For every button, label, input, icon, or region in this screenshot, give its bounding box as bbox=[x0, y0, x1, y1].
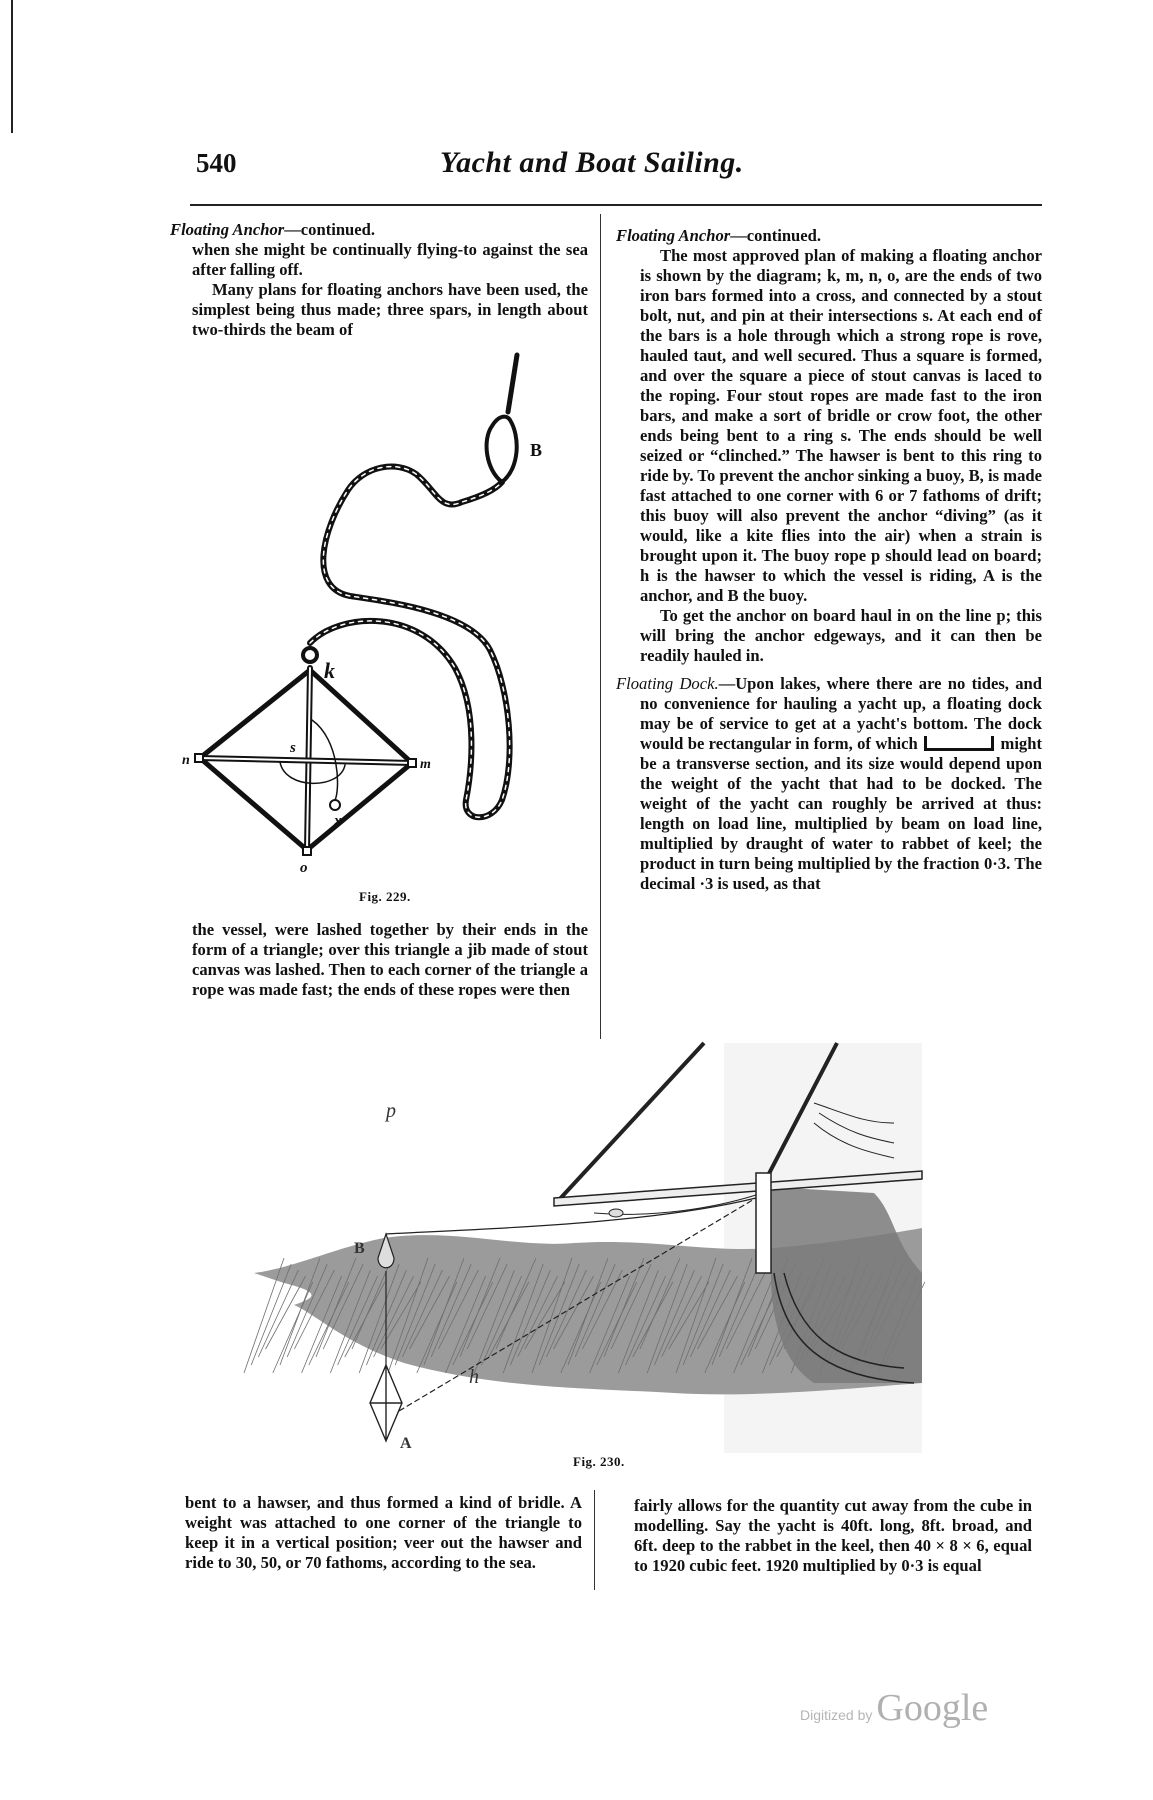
label-h: h bbox=[469, 1366, 479, 1388]
header-rule bbox=[190, 204, 1042, 206]
column-divider bbox=[600, 214, 601, 1039]
running-title: Yacht and Boat Sailing. bbox=[440, 146, 744, 179]
bottom-left-text bbox=[185, 1493, 582, 1573]
figure-230-caption: Fig. 230. bbox=[573, 1454, 625, 1469]
dock-text: —Upon lakes, where there are no tides, and no convenience for hauling a yacht up, a floating dock may be of service to get at a yacht's bottom. The dock would be rectangular in form, of which bbox=[640, 674, 1042, 753]
figure-229-caption: Fig. 229. bbox=[359, 889, 411, 904]
water-hatch-line bbox=[251, 1264, 291, 1365]
bottom-column-divider bbox=[594, 1490, 595, 1590]
heading-suffix: —continued. bbox=[284, 220, 376, 239]
floating-dock-entry bbox=[616, 674, 1042, 894]
label-s: s bbox=[290, 740, 296, 756]
section-heading bbox=[170, 220, 588, 240]
paragraph: when she might be continually flying-to against the sea after falling off. bbox=[192, 240, 588, 279]
watermark-brand-logo: Google bbox=[876, 1687, 989, 1729]
label-o: o bbox=[300, 860, 308, 876]
spar-left bbox=[557, 1043, 704, 1202]
section-heading bbox=[616, 226, 1042, 246]
scan-margin-line bbox=[11, 0, 13, 133]
paragraph: the vessel, were lashed together by their ends in the form of a triangle; over this triangle a jib made of stout canvas was lashed. Then to each corner of the triangle a rope was made fast; the ends of these ropes were then bbox=[192, 920, 588, 999]
label-n: n bbox=[182, 753, 190, 768]
paragraph: bent to a hawser, and thus formed a kind of bridle. A weight was attached to one corner of the triangle to keep it in a vertical position; veer out the hawser and ride to 30, 50, or 70 fathoms, according to the sea. bbox=[185, 1493, 582, 1572]
bottom-right-text bbox=[634, 1496, 1032, 1576]
label-x: x bbox=[334, 813, 342, 829]
figure-230-yacht-riding-to-floating-anchor bbox=[254, 1043, 922, 1453]
right-column bbox=[616, 226, 1042, 894]
stem bbox=[756, 1173, 771, 1273]
watermark-prefix: Digitized by bbox=[800, 1707, 873, 1723]
label-A: A bbox=[400, 1435, 412, 1452]
heading-italic: Floating Anchor bbox=[170, 220, 285, 239]
dock-heading: Floating Dock. bbox=[616, 674, 719, 693]
buoy bbox=[487, 417, 517, 482]
dock-text: might be a transverse section, and its size would depend upon the weight of the yacht that had to be docked. The weight of the yacht can roughly be arrived at thus: length on load line, multiplied by beam on load line, multiplied by draught of water to rabbet of keel; the product in turn being multiplied by the fraction 0·3. The decimal ·3 is used, as that bbox=[640, 734, 1042, 893]
left-column-top bbox=[170, 220, 588, 340]
left-column-bottom bbox=[192, 920, 588, 1000]
heading-suffix: —continued. bbox=[730, 226, 822, 245]
paragraph: To get the anchor on board haul in on the line p; this will bring the anchor edgeways, and it can then be readily hauled in. bbox=[640, 606, 1042, 665]
body-text bbox=[170, 240, 588, 340]
paragraph: Many plans for floating anchors have been used, the simplest being thus made; three spars, in length about two-thirds the beam of bbox=[192, 280, 588, 339]
label-p: p bbox=[386, 1100, 396, 1122]
paragraph: fairly allows for the quantity cut away from the cube in modelling. Say the yacht is 40ft. long, 8ft. broad, and 6ft. deep to the rabbet in the keel, then 40 × 8 × 6, equal to 1920 cubic feet. 1920 multiplied by 0·3 is equal bbox=[634, 1496, 1032, 1575]
label-m: m bbox=[420, 757, 431, 772]
dock-section-symbol bbox=[924, 736, 994, 751]
heading-italic: Floating Anchor bbox=[616, 226, 731, 245]
body-text bbox=[616, 246, 1042, 666]
label-B: B bbox=[530, 440, 543, 460]
label-k: k bbox=[324, 658, 335, 683]
anchor bbox=[370, 1365, 402, 1441]
label-B: B bbox=[354, 1240, 365, 1257]
page-number: 540 bbox=[196, 148, 237, 178]
paragraph: The most approved plan of making a floating anchor is shown by the diagram; k, m, n, o, are the ends of two iron bars formed into a cross, and connected by a stout bolt, nut, and pin at their intersections s. At each end of the bars is a hole through which a strong rope is rove, hauled taut, and well secured. Thus a square is formed, and over the square a piece of stout canvas is laced to the roping. Four stout ropes are made fast to the iron bars, and make a sort of bridle or crow foot, the other ends being bent to a ring s. The ends should be well seized or “clinched.” The hawser is bent to this ring to ride by. To prevent the anchor sinking a buoy, B, is made fast attached to one corner with 6 or 7 fathoms of drift; this buoy will also prevent the anchor “diving” (as it would, like a kite flies into the air) when a strain is brought upon it. The buoy rope p should lead on board; h is the hawser to which the vessel is riding, A is the anchor, and B the buoy. bbox=[640, 246, 1042, 605]
digitized-by-google-watermark bbox=[800, 1686, 988, 1730]
figure-229-floating-anchor-diagram bbox=[182, 350, 590, 920]
